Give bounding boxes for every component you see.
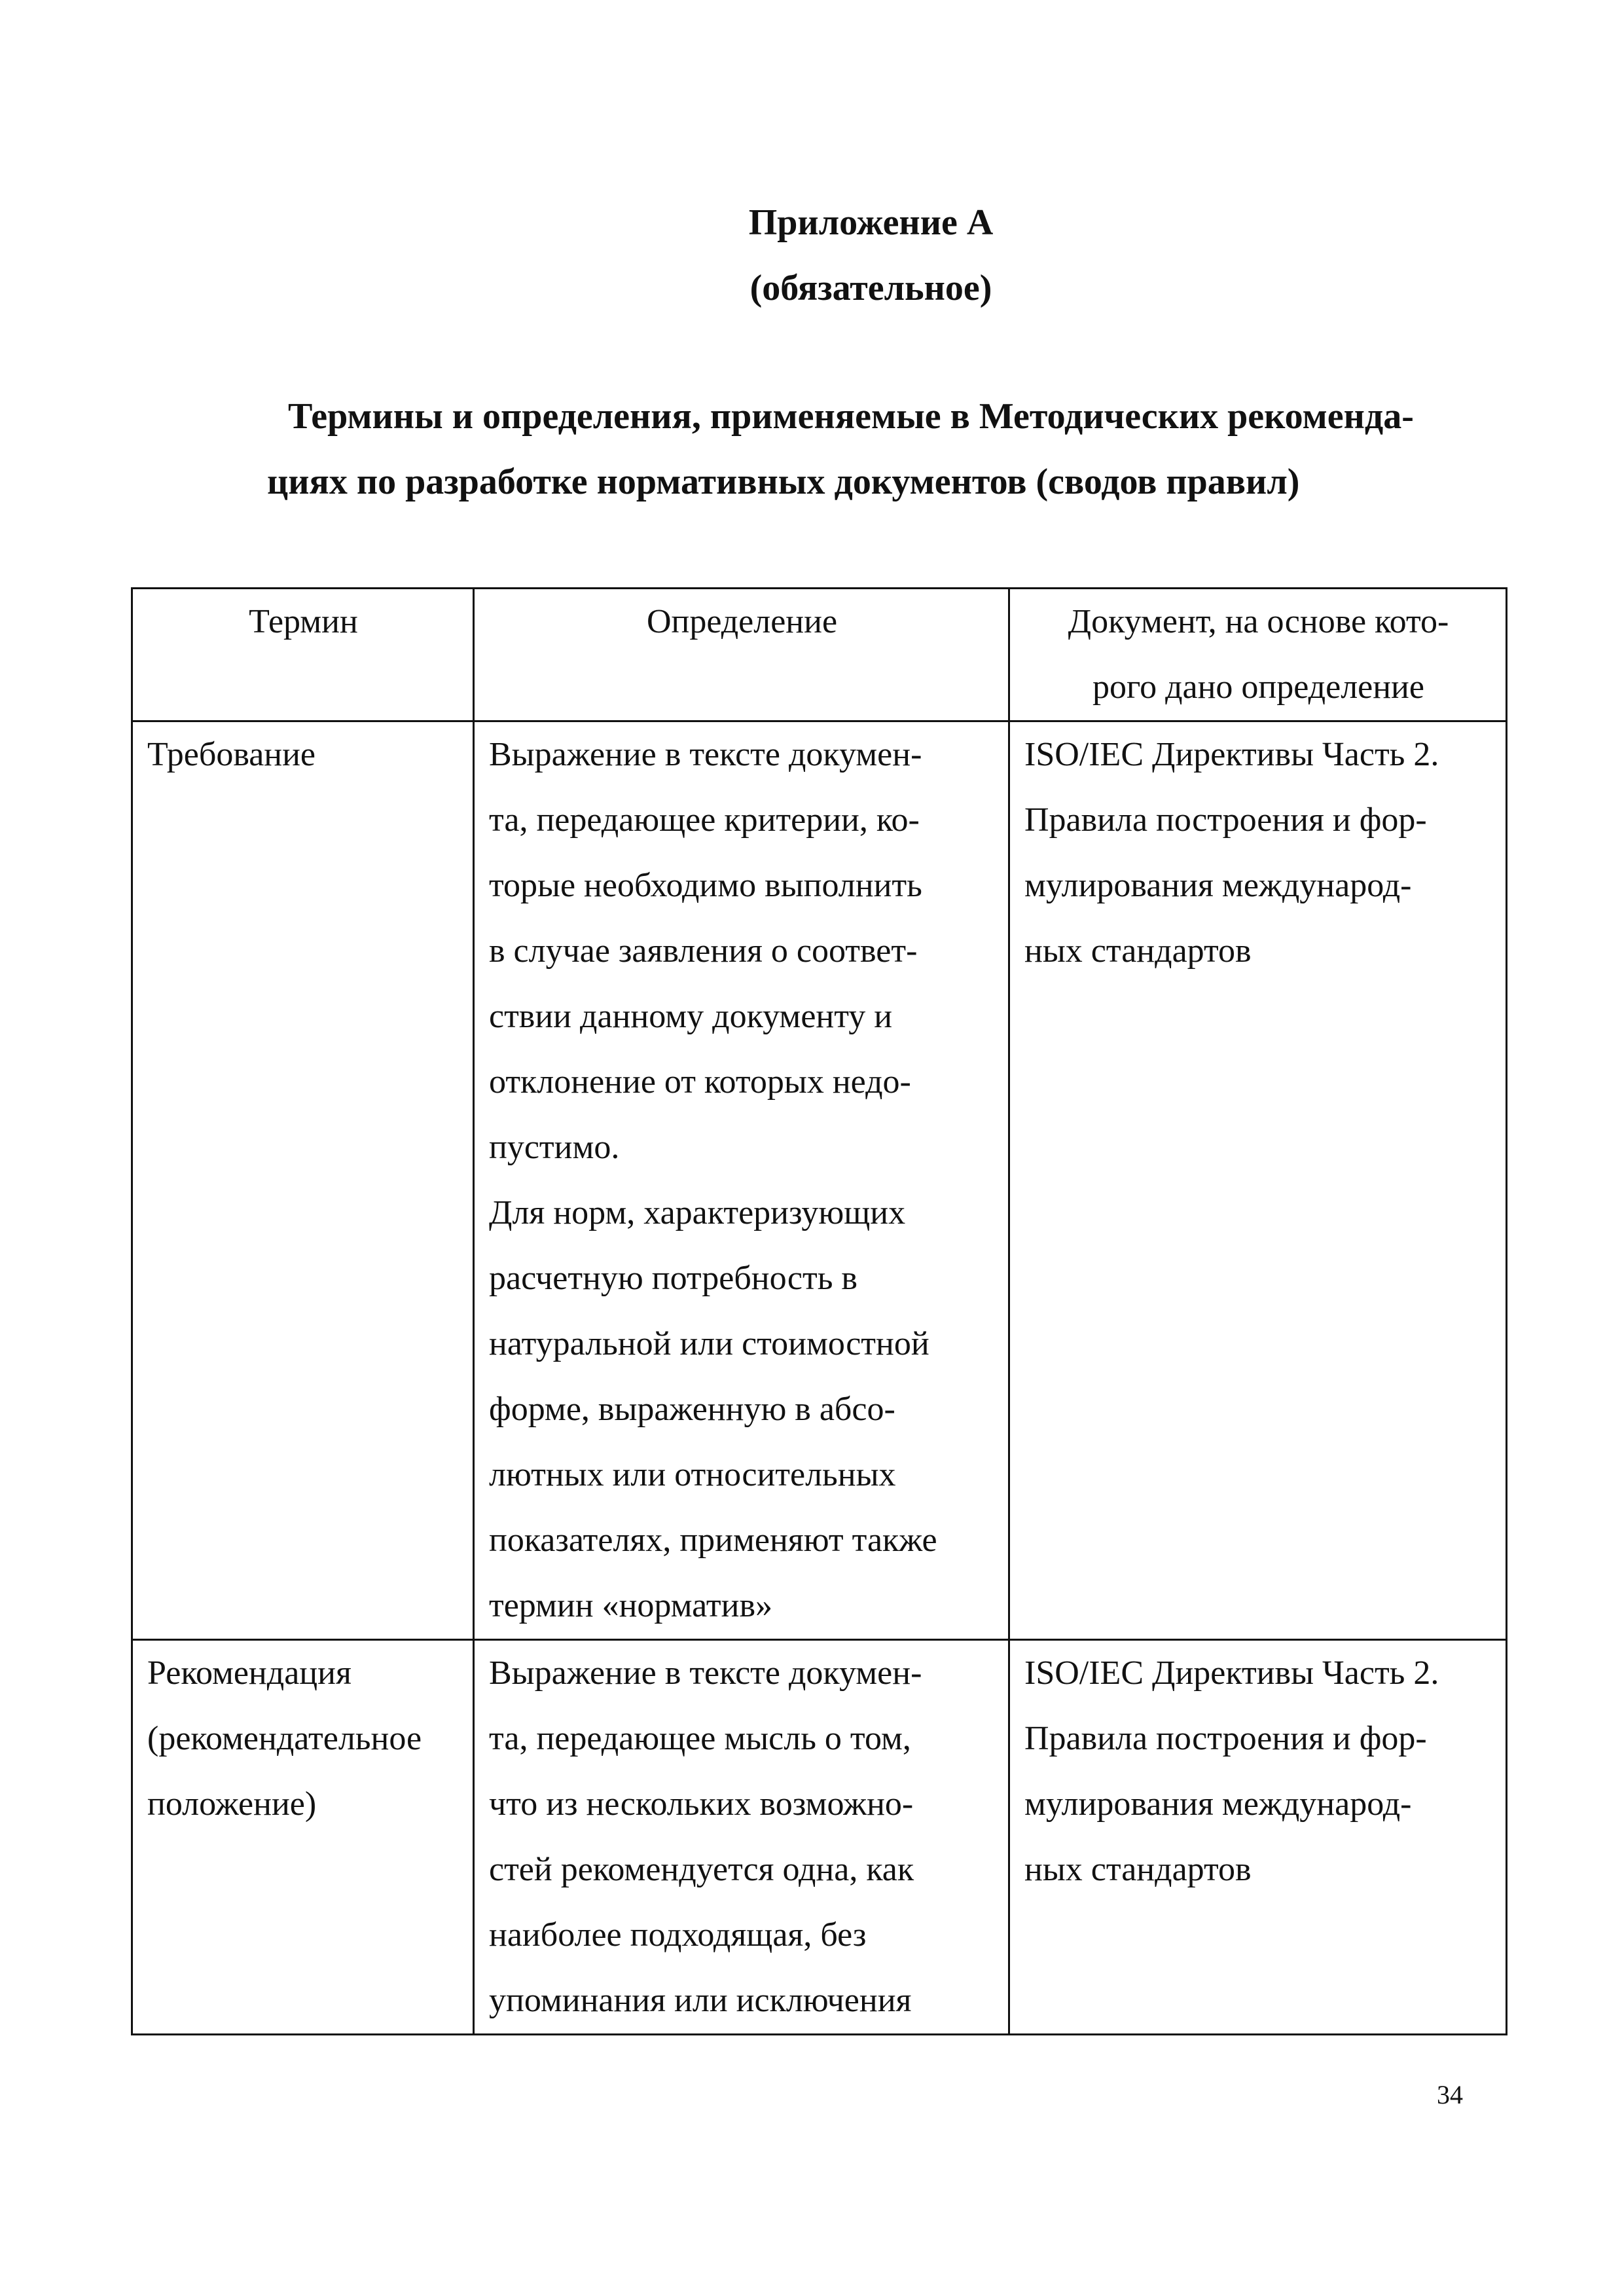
definition-line: форме, выраженную в абсо- xyxy=(489,1391,895,1428)
cell-term xyxy=(132,1640,474,2035)
definition-line: Выражение в тексте докумен- xyxy=(489,1654,922,1692)
cell-source xyxy=(1009,721,1507,1640)
term-line: (рекомендательное xyxy=(147,1720,422,1757)
source-line: ISO/IEC Директивы Часть 2. xyxy=(1024,736,1439,773)
definition-line: в случае заявления о соответ- xyxy=(489,932,918,970)
cell-term xyxy=(132,721,474,1640)
term-line: положение) xyxy=(147,1785,317,1823)
definition-line: термин «норматив» xyxy=(489,1587,773,1624)
section-title-line-2: циях по разработке нормативных документов (сводов правил) xyxy=(267,462,1300,502)
header-definition-label: Определение xyxy=(646,603,838,640)
appendix-status: (обязательное) xyxy=(749,268,992,308)
header-definition xyxy=(474,589,1009,721)
definition-line: отклонение от которых недо- xyxy=(489,1063,911,1101)
terms-table xyxy=(131,587,1507,2035)
header-term xyxy=(132,589,474,721)
source-line: ISO/IEC Директивы Часть 2. xyxy=(1024,1654,1439,1692)
header-source-line-1: Документ, на основе кото- xyxy=(1068,603,1449,640)
term-line: Требование xyxy=(147,736,316,773)
table-row xyxy=(132,1640,1507,2035)
appendix-title: Приложение А xyxy=(748,202,994,243)
definition-line: Выражение в тексте докумен- xyxy=(489,736,922,773)
cell-definition xyxy=(474,1640,1009,2035)
term-line: Рекомендация xyxy=(147,1654,352,1692)
definition-line: что из нескольких возможно- xyxy=(489,1785,914,1823)
definition-line: лютных или относительных xyxy=(489,1456,896,1493)
source-line: Правила построения и фор- xyxy=(1024,1720,1427,1757)
definition-line: ствии данному документу и xyxy=(489,998,893,1035)
cell-source xyxy=(1009,1640,1507,2035)
cell-definition xyxy=(474,721,1009,1640)
definition-line: стей рекомендуется одна, как xyxy=(489,1851,914,1888)
source-line: ных стандартов xyxy=(1024,932,1252,970)
source-line: мулирования международ- xyxy=(1024,1785,1412,1823)
source-line: ных стандартов xyxy=(1024,1851,1252,1888)
definition-line: наиболее подходящая, без xyxy=(489,1916,867,1954)
definition-line: натуральной или стоимостной xyxy=(489,1325,929,1362)
definition-line: упоминания или исключения xyxy=(489,1982,912,2019)
definition-line: пустимо. xyxy=(489,1129,620,1166)
definition-line: показателях, применяют также xyxy=(489,1522,937,1559)
definition-line: расчетную потребность в xyxy=(489,1260,857,1297)
header-source-line-2: рого дано определение xyxy=(1092,668,1424,706)
source-line: Правила построения и фор- xyxy=(1024,801,1427,839)
table-row xyxy=(132,721,1507,1640)
definition-line: Для норм, характеризующих xyxy=(489,1194,906,1231)
definition-line: та, передающее критерии, ко- xyxy=(489,801,920,839)
source-line: мулирования международ- xyxy=(1024,867,1412,904)
section-title-line-1: Термины и определения, применяемые в Методических рекоменда- xyxy=(288,396,1414,437)
table-header-row xyxy=(132,589,1507,721)
definition-line: торые необходимо выполнить xyxy=(489,867,922,904)
header-source xyxy=(1009,589,1507,721)
definition-line: та, передающее мысль о том, xyxy=(489,1720,911,1757)
header-term-label: Термин xyxy=(249,603,358,640)
page-number: 34 xyxy=(1437,2080,1463,2109)
